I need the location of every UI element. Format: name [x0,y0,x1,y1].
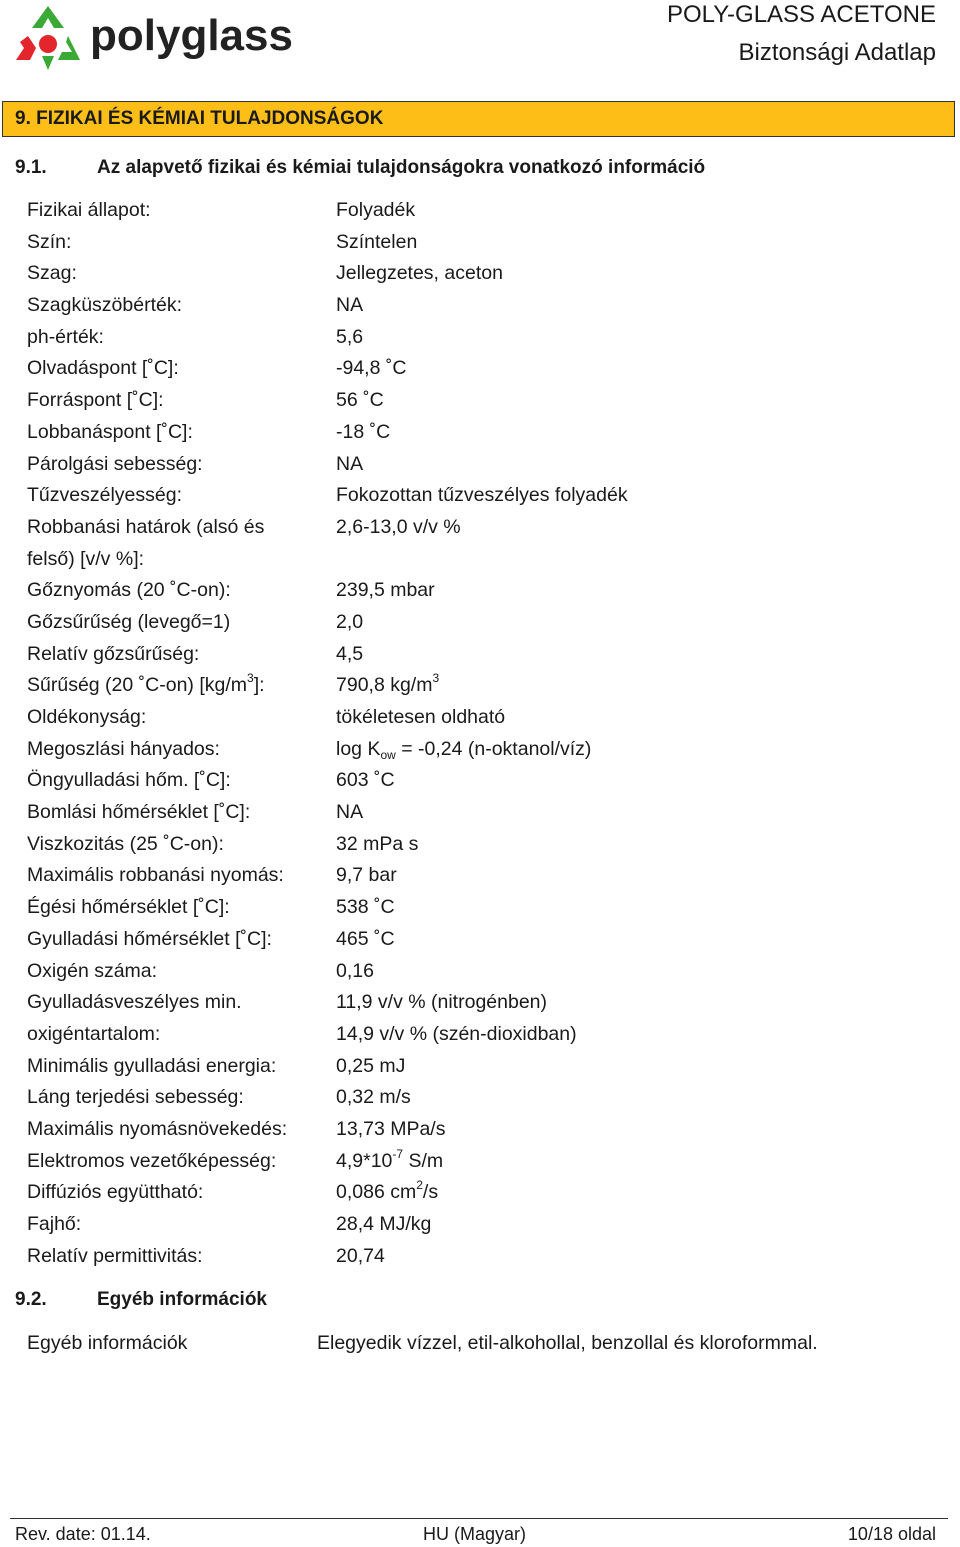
property-label: Forráspont [˚C]: [27,389,164,412]
property-row [27,1051,927,1083]
property-label: Láng terjedési sebesség: [27,1086,244,1109]
property-value: Fokozottan tűzveszélyes folyadék [336,484,628,507]
property-row [27,544,927,576]
property-label: oxigéntartalom: [27,1022,161,1045]
property-label: Olvadáspont [˚C]: [27,357,179,380]
document-title: POLY-GLASS ACETONE [666,1,936,28]
property-row [27,607,927,639]
property-label: Égési hőmérséklet [˚C]: [27,896,230,919]
property-row [27,1146,927,1178]
property-value: 239,5 mbar [336,579,435,602]
property-row [27,353,927,385]
property-row [27,385,927,417]
property-value [336,1177,438,1209]
property-label: Gőzsűrűség (levegő=1) [27,610,231,633]
property-value: -18 ˚C [336,420,391,443]
property-row [27,639,927,671]
property-label: Relatív permittivitás: [27,1244,203,1267]
footer-page-number: 10/18 oldal [847,1524,936,1544]
property-row [27,480,927,512]
property-value: 0,25 mJ [336,1054,406,1077]
property-label: Oldékonyság: [27,706,147,728]
property-row [27,258,927,290]
polyglass-logo [10,2,310,74]
property-label: felső) [v/v %]: [27,547,145,570]
property-value [336,734,591,766]
property-row [27,829,927,861]
label-text: ]: [253,674,265,697]
property-label: Maximális nyomásnövekedés: [27,1117,288,1140]
property-row [27,1114,927,1146]
property-row [27,892,927,924]
property-label: Diffúziós együttható: [27,1181,204,1204]
property-value: 603 ˚C [336,769,395,792]
property-label: Oxigén száma: [27,959,158,982]
footer-language: HU (Magyar) [423,1524,527,1544]
property-row [27,417,927,449]
value-text: 4,9*10 [336,1149,393,1172]
property-value: Jellegzetes, aceton [336,262,503,285]
subsection-title: Egyéb információk [97,1289,267,1310]
property-value: NA [336,294,364,317]
value-subscript: ow [380,747,396,762]
property-value [336,670,439,702]
property-label: Párolgási sebesség: [27,452,203,475]
property-value: 9,7 bar [336,864,397,887]
property-label: Minimális gyulladási energia: [27,1054,277,1077]
property-row [27,734,927,766]
value-text: 0,086 cm [336,1181,417,1204]
value-text: = -0,24 (n-oktanol/víz) [395,737,592,760]
property-value: 20,74 [336,1244,385,1267]
property-label: Szag: [27,262,77,285]
property-label: Tűzveszélyesség: [27,484,182,507]
subsection-heading-9-1 [15,156,915,180]
property-row [27,1209,927,1241]
value-superscript: 3 [432,671,440,686]
footer-divider [10,1518,948,1519]
section-heading: 9. FIZIKAI ÉS KÉMIAI TULAJDONSÁGOK [2,101,955,137]
property-value: 0,16 [336,959,374,982]
property-label: ph-érték: [27,325,104,348]
property-value: 11,9 v/v % (nitrogénben) [336,991,548,1014]
value-text: S/m [403,1149,444,1172]
property-label: Megoszlási hányados: [27,737,220,760]
property-label: Lobbanáspont [˚C]: [27,420,193,443]
property-label: Gyulladási hőmérséklet [˚C]: [27,927,272,950]
property-value: -94,8 ˚C [336,357,407,380]
value-superscript: -7 [392,1146,404,1161]
property-value: 32 mPa s [336,832,419,855]
property-value: 28,4 MJ/kg [336,1213,432,1235]
property-row [27,1241,927,1273]
value-superscript: 2 [416,1178,423,1193]
property-label: Fizikai állapot: [27,199,151,221]
property-value: 56 ˚C [336,389,384,412]
property-row [27,512,927,544]
property-label: Gőznyomás (20 ˚C-on): [27,579,231,602]
property-row [27,860,927,892]
other-info-label: Egyéb információk [27,1332,188,1354]
property-row [27,702,927,734]
property-label [27,670,265,702]
property-label: Öngyulladási hőm. [˚C]: [27,769,231,792]
value-text: 790,8 kg/m [336,674,433,697]
property-row [27,1177,927,1209]
property-row [27,797,927,829]
property-row [27,1019,927,1051]
property-value: 538 ˚C [336,896,395,919]
recycle-logo-icon [10,2,310,74]
value-text: log K [336,737,381,760]
footer-revision: Rev. date: 01.14. [15,1524,151,1544]
property-row [27,987,927,1019]
property-value: 2,0 [336,610,364,633]
properties-list [27,195,927,1272]
property-value: 2,6-13,0 v/v % [336,515,461,538]
property-row [27,322,927,354]
subsection-title: Az alapvető fizikai és kémiai tulajdonságokra vonatkozó információ [97,157,706,178]
property-label: Fajhő: [27,1213,82,1235]
property-row [27,449,927,481]
property-value: NA [336,801,364,824]
property-label: Bomlási hőmérséklet [˚C]: [27,801,251,824]
property-value: 465 ˚C [336,927,395,950]
property-label: Maximális robbanási nyomás: [27,864,284,887]
other-info-value: Elegyedik vízzel, etil-alkohollal, benzollal és kloroformmal. [317,1332,818,1354]
subsection-number: 9.2. [15,1289,47,1310]
property-value: tökéletesen oldható [336,706,506,728]
property-row [27,1082,927,1114]
value-text: /s [422,1181,439,1204]
property-value: NA [336,452,364,475]
label-text: Sűrűség (20 ˚C-on) [kg/m [27,674,247,697]
property-value: 4,5 [336,642,364,665]
property-row [27,924,927,956]
property-row [27,290,927,322]
property-label: Szín: [27,230,72,253]
property-label: Robbanási határok (alsó és [27,515,265,538]
svg-text:polyglass: polyglass [90,11,293,60]
property-row [27,765,927,797]
label-superscript: 3 [247,671,254,686]
property-value: Folyadék [336,199,416,221]
property-value: 13,73 MPa/s [336,1117,446,1140]
property-label: Szagküszöbérték: [27,294,183,317]
subsection-heading-9-2 [15,1288,515,1312]
property-row [27,227,927,259]
property-value: 0,32 m/s [336,1086,411,1109]
property-row [27,956,927,988]
document-subtitle: Biztonsági Adatlap [738,39,936,66]
property-label: Elektromos vezetőképesség: [27,1149,277,1172]
property-row [27,195,927,227]
property-label: Viszkozitás (25 ˚C-on): [27,832,224,855]
property-label: Gyulladásveszélyes min. [27,991,242,1014]
property-row [27,575,927,607]
property-value [336,1146,443,1178]
property-value: 5,6 [336,325,364,348]
property-row [27,670,927,702]
property-value: 14,9 v/v % (szén-dioxidban) [336,1022,577,1045]
property-value: Színtelen [336,230,418,253]
property-label: Relatív gőzsűrűség: [27,642,200,665]
subsection-number: 9.1. [15,157,47,178]
